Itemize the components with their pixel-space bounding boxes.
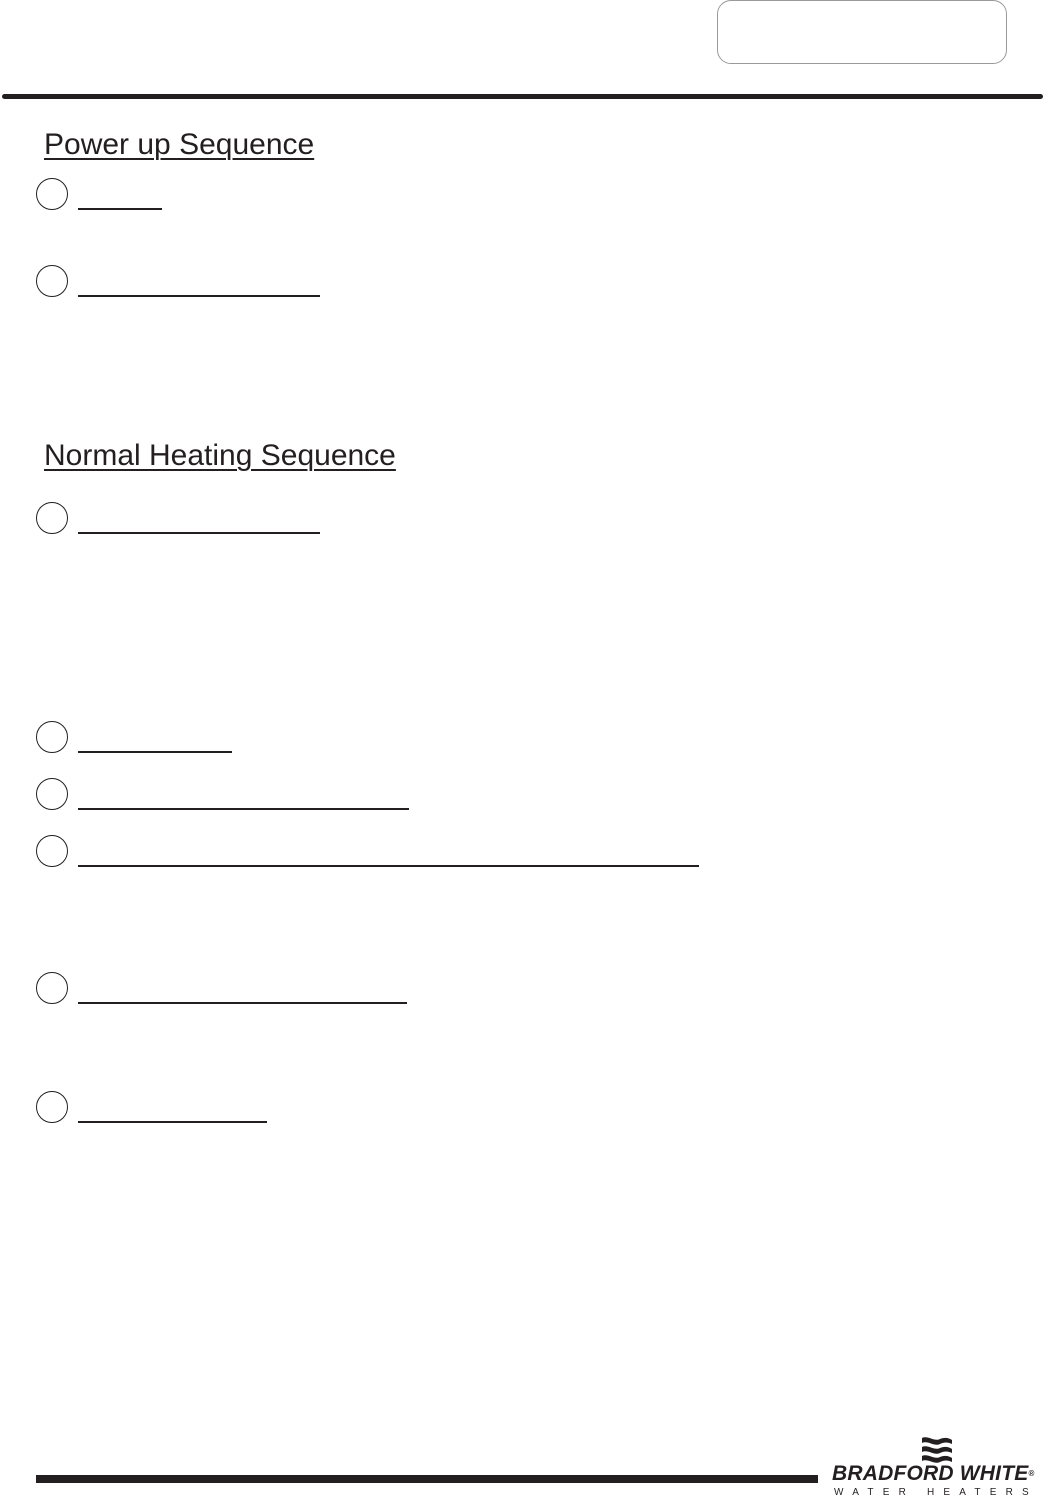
step-number-circle — [36, 502, 68, 534]
section-title-normal-heating: Normal Heating Sequence — [44, 439, 396, 472]
step-number-circle — [36, 178, 68, 210]
step-heading-line — [78, 751, 232, 753]
step-number-circle — [36, 1091, 68, 1123]
step-heading-line — [78, 1121, 267, 1123]
header-box — [717, 0, 1007, 64]
header-rule — [2, 94, 1043, 99]
step-number-circle — [36, 778, 68, 810]
brand-tagline: WATER HEATERS — [834, 1487, 1038, 1498]
step-heading-line — [78, 208, 162, 210]
step-heading-line — [78, 865, 699, 867]
step-heading-line — [78, 808, 409, 810]
step-number-circle — [36, 265, 68, 297]
section-title-power-up: Power up Sequence — [44, 128, 315, 161]
brand-wordmark: BRADFORD WHITE® — [832, 1462, 1035, 1485]
step-heading-line — [78, 532, 320, 534]
step-heading-line — [78, 295, 320, 297]
step-number-circle — [36, 972, 68, 1004]
brand-logo — [830, 1436, 1038, 1502]
step-heading-line — [78, 1002, 407, 1004]
footer-rule — [36, 1475, 818, 1483]
step-number-circle — [36, 721, 68, 753]
step-number-circle — [36, 835, 68, 867]
